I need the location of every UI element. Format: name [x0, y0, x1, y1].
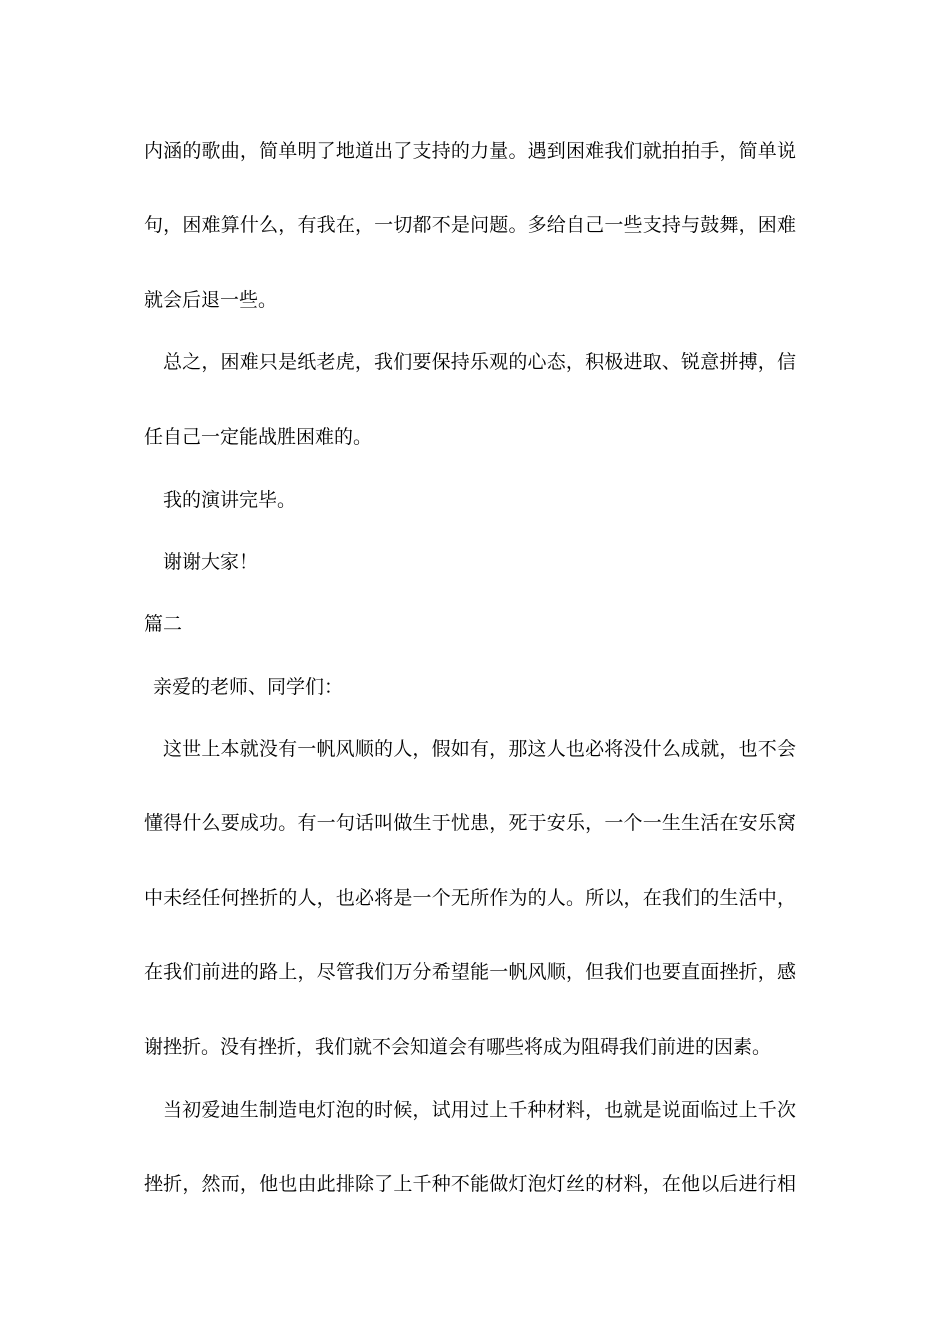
section-heading: 篇二 — [144, 613, 183, 635]
text-line: 在我们前进的路上，尽管我们万分希望能一帆风顺，但我们也要直面挫折，感 — [144, 961, 796, 983]
text-line: 总之，困难只是纸老虎，我们要保持乐观的心态，积极进取、锐意拼搏，信 — [163, 351, 796, 373]
text-line: 就会后退一些。 — [144, 289, 278, 311]
text-line: 任自己一定能战胜困难的。 — [144, 426, 373, 448]
text-line: 句，困难算什么，有我在，一切都不是问题。多给自己一些支持与鼓舞，困难 — [144, 214, 796, 236]
text-line: 谢谢大家！ — [163, 551, 259, 573]
text-line: 中未经任何挫折的人，也必将是一个无所作为的人。所以，在我们的生活中， — [144, 887, 796, 909]
text-line: 我的演讲完毕。 — [163, 489, 297, 511]
text-line: 这世上本就没有一帆风顺的人，假如有，那这人也必将没什么成就，也不会 — [163, 738, 796, 760]
text-line: 内涵的歌曲，简单明了地道出了支持的力量。遇到困难我们就拍拍手，简单说 — [144, 140, 796, 162]
text-line: 懂得什么要成功。有一句话叫做生于忧患，死于安乐，一个一生生活在安乐窝 — [144, 812, 796, 834]
text-line: 挫折，然而，他也由此排除了上千种不能做灯泡灯丝的材料，在他以后进行相 — [144, 1173, 796, 1195]
salutation: 亲爱的老师、同学们： — [153, 676, 344, 698]
text-line: 谢挫折。没有挫折，我们就不会知道会有哪些将成为阻碍我们前进的因素。 — [144, 1036, 772, 1058]
text-line: 当初爱迪生制造电灯泡的时候，试用过上千种材料，也就是说面临过上千次 — [163, 1099, 796, 1121]
